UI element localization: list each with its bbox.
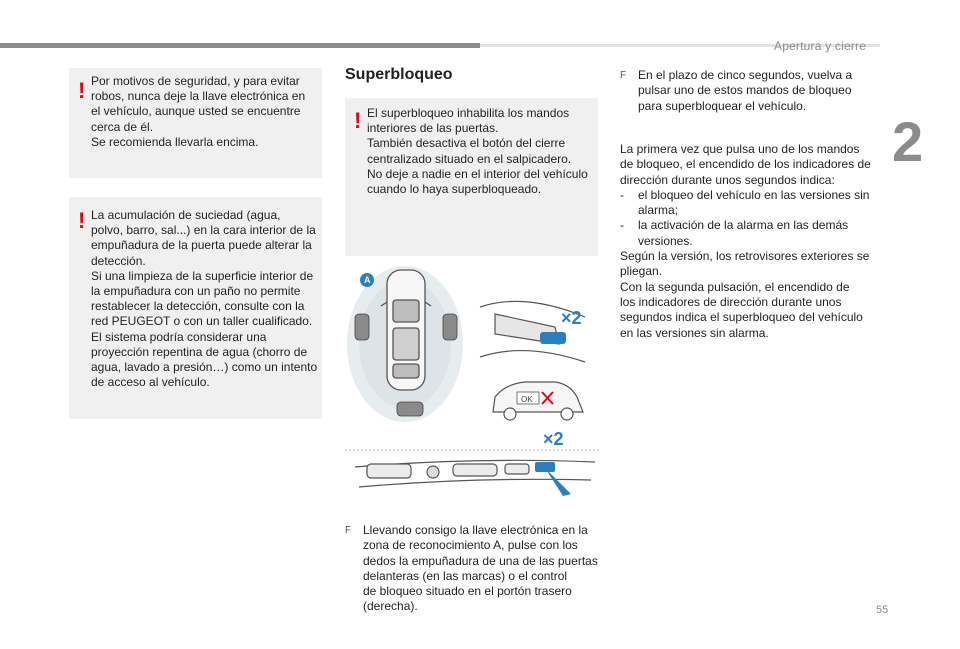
- text-line: interiores de las puertas.: [367, 121, 499, 136]
- warning-exclamation-icon: !: [78, 208, 86, 233]
- finger-press-icon: [545, 468, 571, 496]
- text-line: de acceso al vehículo.: [91, 375, 210, 390]
- list-item: - el bloqueo del vehículo en las versiones sin alarma;: [620, 188, 880, 219]
- text-line: cuando lo haya superbloqueado.: [367, 182, 542, 197]
- text-line: No deje a nadie en el interior del vehículo: [367, 166, 588, 181]
- text-line: delanteras (en las marcas) o el control: [363, 568, 568, 583]
- text-line: El sistema podría considerar una: [91, 329, 267, 344]
- section-heading: Superbloqueo: [345, 66, 453, 83]
- text-line: red PEUGEOT o con un taller cualificado.: [91, 314, 313, 329]
- text-line: alarma;: [638, 203, 679, 218]
- instruction-step-2: [620, 68, 875, 116]
- text-line: de bloqueo, el encendido de los indicadores de: [620, 157, 871, 172]
- text-line: la empuñadura con un paño no permite: [91, 284, 301, 299]
- text-line: segundos indica el superbloqueo del vehículo: [620, 310, 863, 325]
- text-line: En el plazo de cinco segundos, vuelva a: [638, 68, 853, 82]
- warning-text: [91, 208, 321, 390]
- warning-box-superlock: [345, 98, 598, 256]
- explanation-text: [620, 142, 880, 341]
- chapter-number: 2: [892, 110, 924, 173]
- superlock-illustration: [345, 262, 600, 520]
- text-line: Llevando consigo la llave electrónica en la: [363, 523, 588, 537]
- ok-label: OK: [521, 395, 533, 404]
- car-top-view: [381, 270, 431, 390]
- header-rule: [0, 43, 480, 48]
- text-line: (derecha).: [363, 599, 418, 614]
- warning-text: [367, 106, 595, 197]
- text-line: cerca de él.: [91, 119, 154, 134]
- page-number: 55: [876, 604, 889, 616]
- multiplier-label: ×2: [543, 429, 564, 449]
- text-line: Si una limpieza de la superficie interior de: [91, 268, 314, 283]
- text-line: dirección durante unos segundos indica:: [620, 172, 835, 187]
- text-line: dedos la empuñadura de una de las puertas: [363, 553, 598, 568]
- text-line: Por motivos de seguridad, y para evitar: [91, 74, 300, 88]
- text-line: robos, nunca deje la llave electrónica en: [91, 89, 306, 104]
- text-line: Según la versión, los retrovisores exteriores se: [620, 249, 870, 264]
- text-line: proyección repentina de agua (chorro de: [91, 344, 308, 359]
- multiplier-label: ×2: [561, 308, 582, 328]
- text-line: La acumulación de suciedad (agua,: [91, 208, 281, 222]
- text-line: zona de reconocimiento A, pulse con los: [363, 538, 578, 553]
- text-line: versiones.: [638, 233, 693, 248]
- text-line: la activación de la alarma en las demás: [638, 218, 849, 233]
- text-line: restablecer la detección, consulte con la: [91, 299, 305, 314]
- text-line: El superbloqueo inhabilita los mandos: [367, 106, 570, 120]
- text-line: de bloqueo situado en el portón trasero: [363, 584, 572, 599]
- instruction-step-1: [345, 523, 600, 618]
- text-line: pulsar uno de estos mandos de bloqueo: [638, 83, 852, 98]
- warning-exclamation-icon: !: [78, 78, 86, 103]
- warning-box-dirt: [69, 197, 322, 419]
- list-item: - la activación de la alarma en las demás versiones.: [620, 218, 880, 249]
- bullet-icon: F: [620, 70, 627, 81]
- warning-box-security: [69, 68, 322, 178]
- warning-exclamation-icon: !: [354, 108, 362, 133]
- text-line: polvo, barro, sal...) en la cara interior de la: [91, 223, 316, 238]
- text-line: empuñadura de la puerta puede alterar la: [91, 238, 312, 253]
- text-line: También desactiva el botón del cierre: [367, 136, 566, 151]
- text-line: Se recomienda llevarla encima.: [91, 134, 259, 149]
- text-line: detección.: [91, 253, 146, 268]
- section-title: Apertura y cierre: [774, 39, 867, 53]
- text-line: Con la segunda pulsación, el encendido de: [620, 279, 850, 294]
- text-line: agua, lavado a presión…) como un intento: [91, 360, 318, 375]
- warning-text: [91, 74, 319, 150]
- text-line: La primera vez que pulsa uno de los mandos: [620, 142, 860, 156]
- zone-a-label: A: [364, 275, 371, 285]
- text-line: pliegan.: [620, 264, 663, 279]
- text-line: en las versiones sin alarma.: [620, 325, 769, 340]
- text-line: el vehículo, aunque usted se encuentre: [91, 104, 301, 119]
- text-line: centralizado situado en el salpicadero.: [367, 151, 572, 166]
- text-line: el bloqueo del vehículo en las versiones sin: [638, 187, 870, 202]
- bullet-icon: F: [345, 525, 352, 536]
- text-line: para superbloquear el vehículo.: [638, 98, 807, 113]
- text-line: los indicadores de dirección durante unos: [620, 294, 842, 309]
